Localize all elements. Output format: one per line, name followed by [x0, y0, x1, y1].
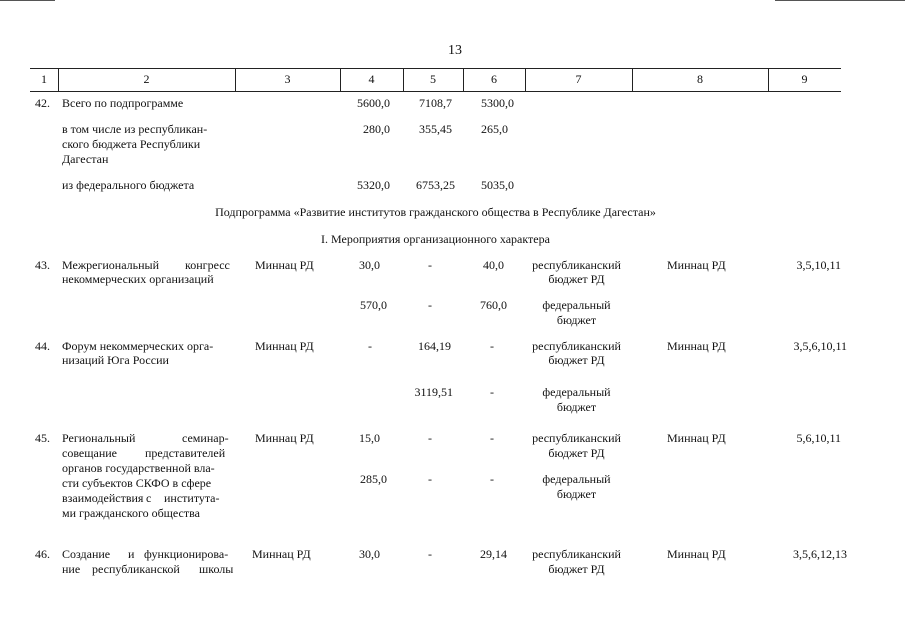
row-name-line: семинар- — [182, 431, 229, 445]
row-name-line: ского бюджета Республики — [62, 137, 201, 151]
row-name-line: и — [128, 547, 135, 561]
cell-col4: 30,0 — [359, 258, 380, 272]
indicators-cell: 3,5,6,10,11 — [793, 339, 847, 353]
cell-col5: 355,45 — [419, 122, 452, 136]
row-number: 43. — [35, 258, 50, 272]
cell-col5: - — [428, 258, 432, 272]
responsible-cell: Миннац РД — [255, 431, 314, 445]
header-col-5: 5 — [430, 72, 436, 86]
cell-col4: - — [368, 339, 372, 353]
page-number: 13 — [448, 43, 462, 58]
cell-col4: 5320,0 — [357, 178, 390, 192]
funding-source: республиканский — [532, 339, 621, 353]
row-name-line: функционирова- — [144, 547, 229, 561]
row-name-line: некоммерческих организаций — [62, 272, 214, 286]
row-name-line: низаций Юга России — [62, 353, 169, 367]
row-name-line: сти субъектов СКФО в сфере — [62, 476, 212, 490]
cell-col6: 5035,0 — [481, 178, 514, 192]
row-name-line: школы — [199, 562, 234, 576]
funding-source: бюджет — [556, 487, 597, 501]
indicators-cell: 3,5,10,11 — [796, 258, 841, 272]
cell-col5: 6753,25 — [416, 178, 455, 192]
subprogram-title: Подпрограмма «Развитие институтов гражданского общества в Республике Дагестан» — [215, 205, 656, 219]
cell-col5: - — [428, 547, 432, 561]
cell-col6: 29,14 — [480, 547, 507, 561]
executor-cell: Миннац РД — [667, 547, 726, 561]
header-col-8: 8 — [697, 72, 703, 86]
scan-artifact — [0, 0, 55, 1]
indicators-cell: 3,5,6,12,13 — [793, 547, 847, 561]
cell-col5: - — [428, 431, 432, 445]
header-top-border — [30, 68, 841, 69]
cell-col6: 265,0 — [481, 122, 508, 136]
row-name-line: ние — [62, 562, 81, 576]
row-name-line: Создание — [62, 547, 111, 561]
funding-source: федеральный — [542, 298, 611, 312]
row-number: 42. — [35, 96, 50, 110]
funding-source: федеральный — [542, 385, 611, 399]
cell-col5: - — [428, 298, 432, 312]
cell-col6: 5300,0 — [481, 96, 514, 110]
row-name-line: Форум некоммерческих орга- — [62, 339, 214, 353]
row-name: Всего по подпрограмме — [62, 96, 184, 110]
cell-col4: 5600,0 — [357, 96, 390, 110]
cell-col4: 570,0 — [360, 298, 387, 312]
row-name-line: представителей — [145, 446, 226, 460]
cell-col5: 164,19 — [418, 339, 451, 353]
funding-source: бюджет РД — [548, 562, 605, 576]
cell-col6: - — [490, 472, 494, 486]
header-col-3: 3 — [284, 72, 291, 86]
responsible-cell: Миннац РД — [252, 547, 311, 561]
section-title: I. Мероприятия организационного характера — [321, 232, 550, 246]
cell-col5: 7108,7 — [419, 96, 452, 110]
executor-cell: Миннац РД — [667, 431, 726, 445]
row-number: 45. — [35, 431, 50, 445]
cell-col6: 40,0 — [483, 258, 504, 272]
row-name-line: Региональный — [62, 431, 136, 445]
cell-col5: 3119,51 — [414, 385, 453, 399]
scan-artifact — [775, 0, 905, 1]
cell-col5: - — [428, 472, 432, 486]
header-col-2: 2 — [143, 72, 150, 86]
header-col-6: 6 — [491, 72, 497, 86]
header-col-9: 9 — [801, 72, 808, 86]
funding-source: федеральный — [542, 472, 611, 486]
executor-cell: Миннац РД — [667, 339, 726, 353]
row-name-line: в том числе из республикан- — [62, 122, 208, 136]
executor-cell: Миннац РД — [667, 258, 726, 272]
funding-source: бюджет РД — [548, 272, 605, 286]
cell-col4: 285,0 — [360, 472, 387, 486]
row-name-line: институтa- — [164, 491, 220, 505]
row-name-line: республиканской — [92, 562, 180, 576]
header-bottom-border — [30, 91, 841, 92]
cell-col4: 15,0 — [359, 431, 380, 445]
header-col-1: 1 — [41, 72, 47, 86]
funding-source: республиканский — [532, 547, 621, 561]
header-col-4: 4 — [368, 72, 375, 86]
row-name-line: Межрегиональный — [62, 258, 160, 272]
funding-source: бюджет РД — [548, 446, 605, 460]
header-col-7: 7 — [575, 72, 582, 86]
row-number: 46. — [35, 547, 50, 561]
funding-source: республиканский — [532, 431, 621, 445]
funding-source: бюджет — [556, 313, 597, 327]
indicators-cell: 5,6,10,11 — [796, 431, 841, 445]
row-name-line: с — [146, 491, 152, 505]
row-name-line: Дагестан — [62, 152, 109, 166]
cell-col6: - — [490, 385, 494, 399]
cell-col6: - — [490, 339, 494, 353]
cell-col6: 760,0 — [480, 298, 507, 312]
funding-source: бюджет — [556, 400, 597, 414]
row-number: 44. — [35, 339, 50, 353]
responsible-cell: Миннац РД — [255, 258, 314, 272]
cell-col6: - — [490, 431, 494, 445]
funding-source: республиканский — [532, 258, 621, 272]
row-name-line: органов государственной вла- — [62, 461, 215, 475]
responsible-cell: Миннац РД — [255, 339, 314, 353]
row-name-line: совещание — [62, 446, 117, 460]
cell-col4: 280,0 — [363, 122, 390, 136]
row-name: из федерального бюджета — [62, 178, 195, 192]
row-name-line: ми гражданского общества — [62, 506, 200, 520]
funding-source: бюджет РД — [548, 353, 605, 367]
cell-col4: 30,0 — [359, 547, 380, 561]
row-name-line: взаимодействия — [62, 491, 144, 505]
row-name-line: конгресс — [185, 258, 230, 272]
